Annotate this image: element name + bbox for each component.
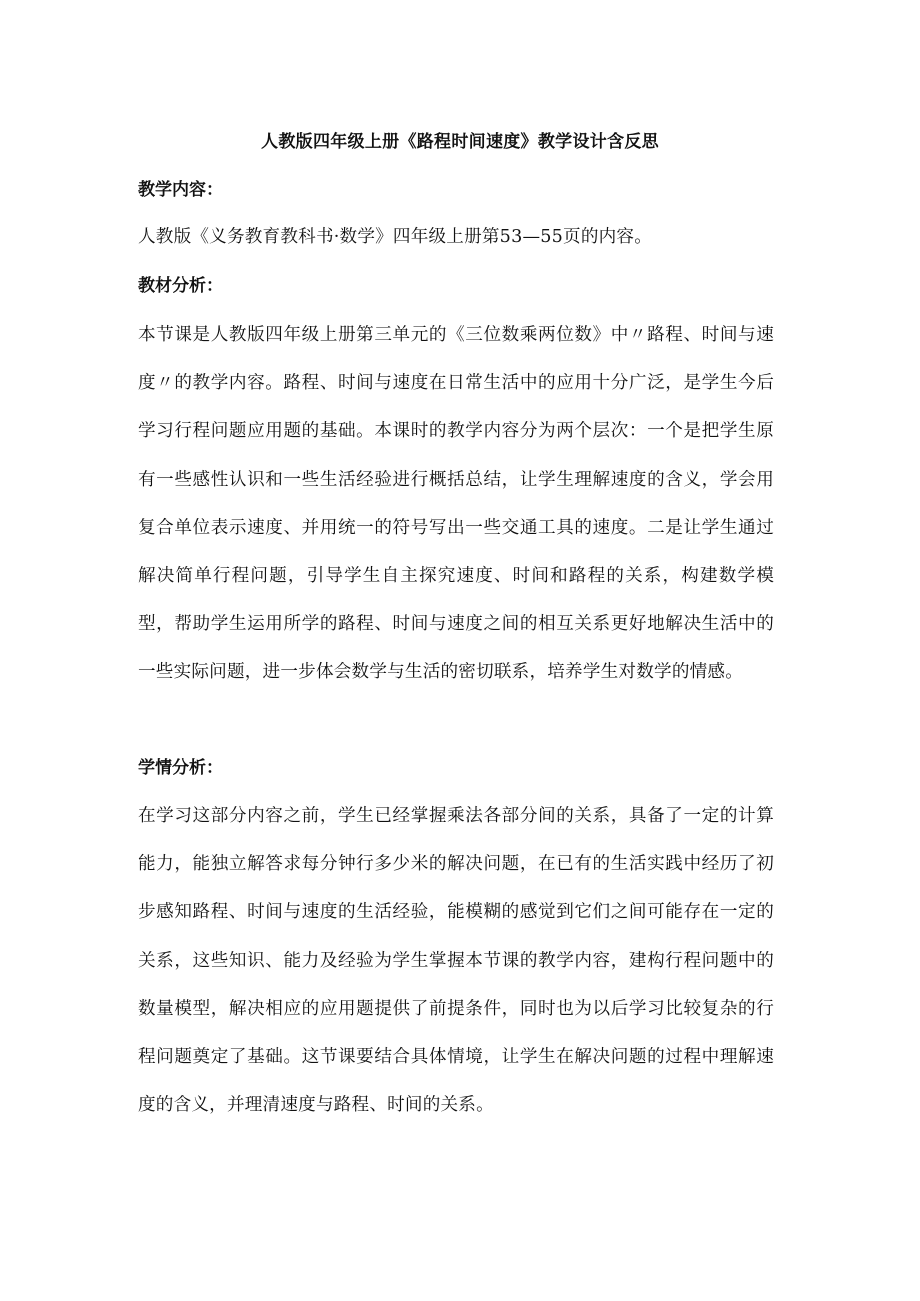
section-heading-learner-analysis: 学情分析： — [138, 758, 223, 778]
section-body-material-analysis: 本节课是人教版四年级上册第三单元的《三位数乘两位数》中〃路程、时间与速度〃的教学内容。路程、时间与速度在日常生活中的应用十分广泛，是学生今后学习行程问题应用题的基础。本课时的教学内容分为两个层次：一个是把学生原有一些感性认识和一些生活经验进行概括总结，让学生理解速度的含义，学会用复合单位表示速度、并用统一的符号写出一些交通工具的速度。二是让学生通过解决简单行程问题，引导学生自主探究速度、时间和路程的关系，构建数学模型，帮助学生运用所学的路程、时间与速度之间的相互关系更好地解决生活中的一些实际问题，进一步体会数学与生活的密切联系，培养学生对数学的情感。 — [138, 325, 774, 683]
section-body-learner-analysis: 在学习这部分内容之前，学生已经掌握乘法各部分间的关系，具备了一定的计算能力，能独立解答求每分钟行多少米的解决问题，在已有的生活实践中经历了初步感知路程、时间与速度的生活经验，能模糊的感觉到它们之间可能存在一定的关系，这些知识、能力及经验为学生掌握本节课的教学内容，建构行程问题中的数量模型，解决相应的应用题提供了前提条件，同时也为以后学习比较复杂的行程问题奠定了基础。这节课要结合具体情境，让学生在解决问题的过程中理解速度的含义，并理清速度与路程、时间的关系。 — [138, 806, 774, 1116]
document-title: 人教版四年级上册《路程时间速度》教学设计含反思 — [261, 132, 659, 152]
section-heading-teaching-content: 教学内容： — [138, 180, 223, 200]
section-heading-material-analysis: 教材分析： — [138, 276, 223, 296]
section-body-teaching-content: 人教版《义务教育教科书·数学》四年级上册第53—55页的内容。 — [138, 227, 653, 247]
